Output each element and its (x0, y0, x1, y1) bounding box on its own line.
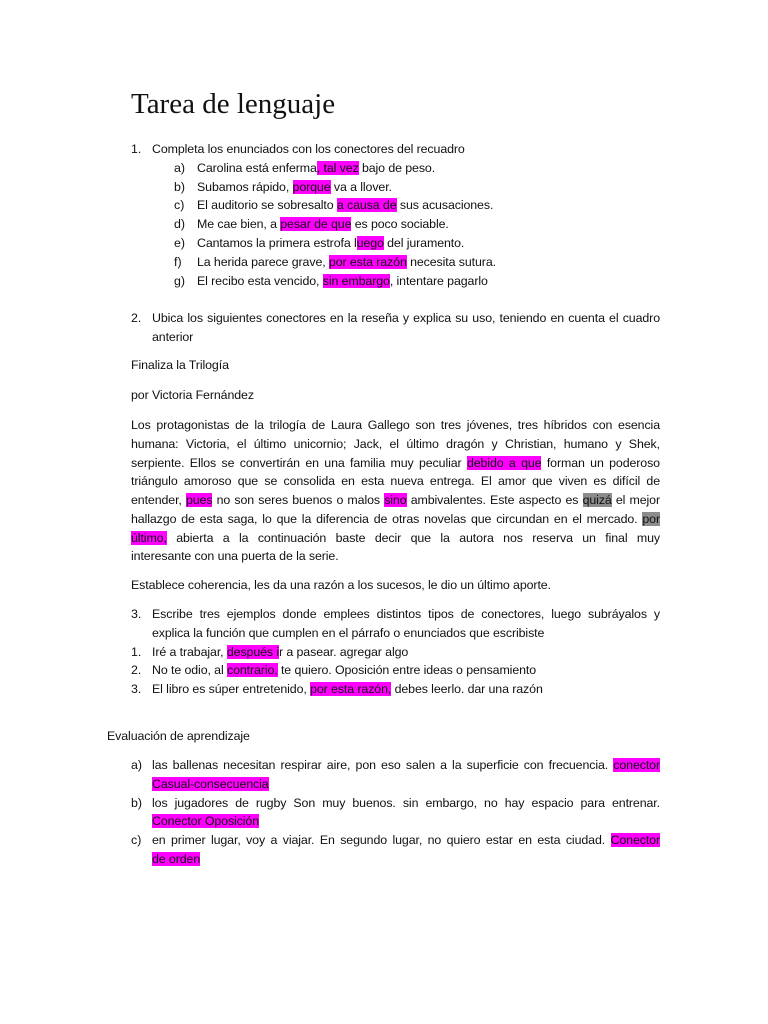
paragraph-line: triángulo amoroso que se consolida en esta nueva entrega. El amor que viven es difícil de (131, 474, 660, 488)
coherence-note: Establece coherencia, les da una razón a los sucesos, le dio un último aporte. (131, 578, 551, 592)
text-segment: abierta a la continuación baste decir que la autora nos reserva un final muy (166, 531, 660, 545)
connector-highlight: Conector (610, 833, 660, 847)
connector-highlight: Casual-consecuencia (152, 777, 269, 791)
item-text (197, 253, 496, 271)
text-segment: La herida parece grave, (197, 255, 329, 269)
text-segment: No te odio, al (152, 663, 227, 677)
paragraph-line (131, 529, 660, 547)
connector-highlight: de orden (152, 852, 201, 866)
item-text (197, 272, 488, 290)
connector-highlight-gray: quizá (582, 493, 612, 507)
q3-text-line2: explica la función que cumplen en el párrafo o enunciados que escribiste (152, 626, 545, 640)
q2-text-line2: anterior (152, 330, 194, 344)
item-letter: b) (174, 180, 186, 194)
text-segment: necesita sutura. (406, 255, 496, 269)
connector-highlight: pesar de que (280, 217, 352, 231)
text-segment: es poco sociable. (351, 217, 449, 231)
paragraph-line (131, 454, 660, 472)
item-letter: g) (174, 274, 186, 288)
example-text (152, 661, 536, 679)
text-segment: ambivalentes. Este aspecto es (406, 493, 583, 507)
text-segment: Subamos rápido, (197, 180, 293, 194)
q3-text-line1: Escribe tres ejemplos donde emplees distintos tipos de conectores, luego subráyalos y (152, 607, 660, 621)
text-segment: del juramento. (383, 236, 465, 250)
item-line (152, 850, 200, 868)
q2-text-line1: Ubica los siguientes conectores en la reseña y explica su uso, teniendo en cuenta el cuadro (152, 311, 660, 325)
item-text (197, 159, 435, 177)
connector-highlight: contrario, (226, 663, 278, 677)
connector-highlight: sino (384, 493, 407, 507)
text-segment: El recibo esta vencido, (197, 274, 323, 288)
text-segment: no son seres buenos o malos (212, 493, 385, 507)
connector-highlight: , tal vez (316, 161, 359, 175)
text-segment: , intentare pagarlo (389, 274, 488, 288)
paragraph-line (131, 491, 660, 509)
text-segment: en primer lugar, voy a viajar. En segundo lugar, no quiero estar en esta ciudad. (152, 833, 611, 847)
paragraph-line: interesante con una puerta de la serie. (131, 549, 339, 563)
item-line (152, 756, 660, 774)
item-letter: f) (174, 255, 182, 269)
example-number: 2. (131, 663, 142, 677)
paragraph-line: Los protagonistas de la trilogía de Laura Gallego son tres jóvenes, tres híbridos con esencia (131, 418, 660, 432)
connector-highlight: porque (292, 180, 331, 194)
text-segment: Carolina está enferma (197, 161, 317, 175)
text-segment: sus acusaciones. (396, 198, 494, 212)
text-segment: bajo de peso. (358, 161, 436, 175)
connector-highlight: Conector Oposición (152, 814, 260, 828)
evaluation-title: Evaluación de aprendizaje (107, 729, 250, 743)
item-letter: a) (131, 758, 143, 772)
connector-highlight: debido a que (466, 456, 542, 470)
connector-highlight: pues (185, 493, 213, 507)
paragraph-line (131, 510, 660, 528)
text-segment: r a pasear. agregar algo (279, 645, 409, 659)
connector-highlight: conector (613, 758, 660, 772)
paragraph-line: humana: Victoria, el último unicornio; Jack, el último dragón y Christian, humano y Shek, (131, 437, 660, 451)
review-author: por Victoria Fernández (131, 388, 254, 402)
item-letter: e) (174, 236, 186, 250)
item-line (152, 775, 269, 793)
item-letter: b) (131, 796, 143, 810)
text-segment: hallazgo de esta saga, lo que la diferencia de otras novelas que circundan en el mercado. (131, 512, 643, 526)
review-title: Finaliza la Trilogía (131, 358, 229, 372)
connector-highlight: último, (131, 531, 167, 545)
item-letter: d) (174, 217, 186, 231)
item-letter: c) (131, 833, 142, 847)
connector-highlight: después i (226, 645, 280, 659)
item-text (197, 178, 392, 196)
text-segment: El libro es súper entretenido, (152, 682, 311, 696)
item-line (152, 812, 259, 830)
text-segment: Cantamos la primera estrofa l (197, 236, 357, 250)
text-segment: Iré a trabajar, (152, 645, 227, 659)
connector-highlight-gray: por (642, 512, 660, 526)
connector-highlight: por esta razón, (310, 682, 392, 696)
example-number: 1. (131, 645, 142, 659)
item-text (197, 215, 449, 233)
page-title: Tarea de lenguaje (131, 88, 336, 120)
text-segment: El auditorio se sobresalto (197, 198, 337, 212)
item-letter: a) (174, 161, 186, 175)
text-segment: Me cae bien, a (197, 217, 281, 231)
text-segment: te quiero. Oposición entre ideas o pensamiento (277, 663, 537, 677)
connector-highlight: a causa de (336, 198, 397, 212)
text-segment: las ballenas necesitan respirar aire, pon eso salen a la superficie con frecuencia. (152, 758, 614, 772)
text-segment: va a llover. (330, 180, 392, 194)
text-segment: el mejor (611, 493, 660, 507)
text-segment: entender, (131, 493, 186, 507)
connector-highlight: sin embargo (322, 274, 390, 288)
connector-highlight: por esta razón (328, 255, 407, 269)
text-segment: debes leerlo. dar una razón (391, 682, 543, 696)
text-segment: los jugadores de rugby Son muy buenos. sin embargo, no hay espacio para entrenar. (152, 796, 660, 810)
text-segment: serpiente. Ellos se convertirán en una familia muy peculiar (131, 456, 467, 470)
q1-text: Completa los enunciados con los conectores del recuadro (152, 142, 465, 156)
item-line (152, 831, 660, 849)
example-number: 3. (131, 682, 142, 696)
q2-number: 2. (131, 311, 142, 325)
item-letter: c) (174, 198, 185, 212)
example-text (152, 643, 408, 661)
q3-number: 3. (131, 607, 142, 621)
item-text (197, 196, 493, 214)
item-line (152, 794, 660, 812)
q1-number: 1. (131, 142, 142, 156)
item-text (197, 234, 464, 252)
example-text (152, 680, 543, 698)
connector-highlight: uego (356, 236, 384, 250)
text-segment: forman un poderoso (541, 456, 660, 470)
